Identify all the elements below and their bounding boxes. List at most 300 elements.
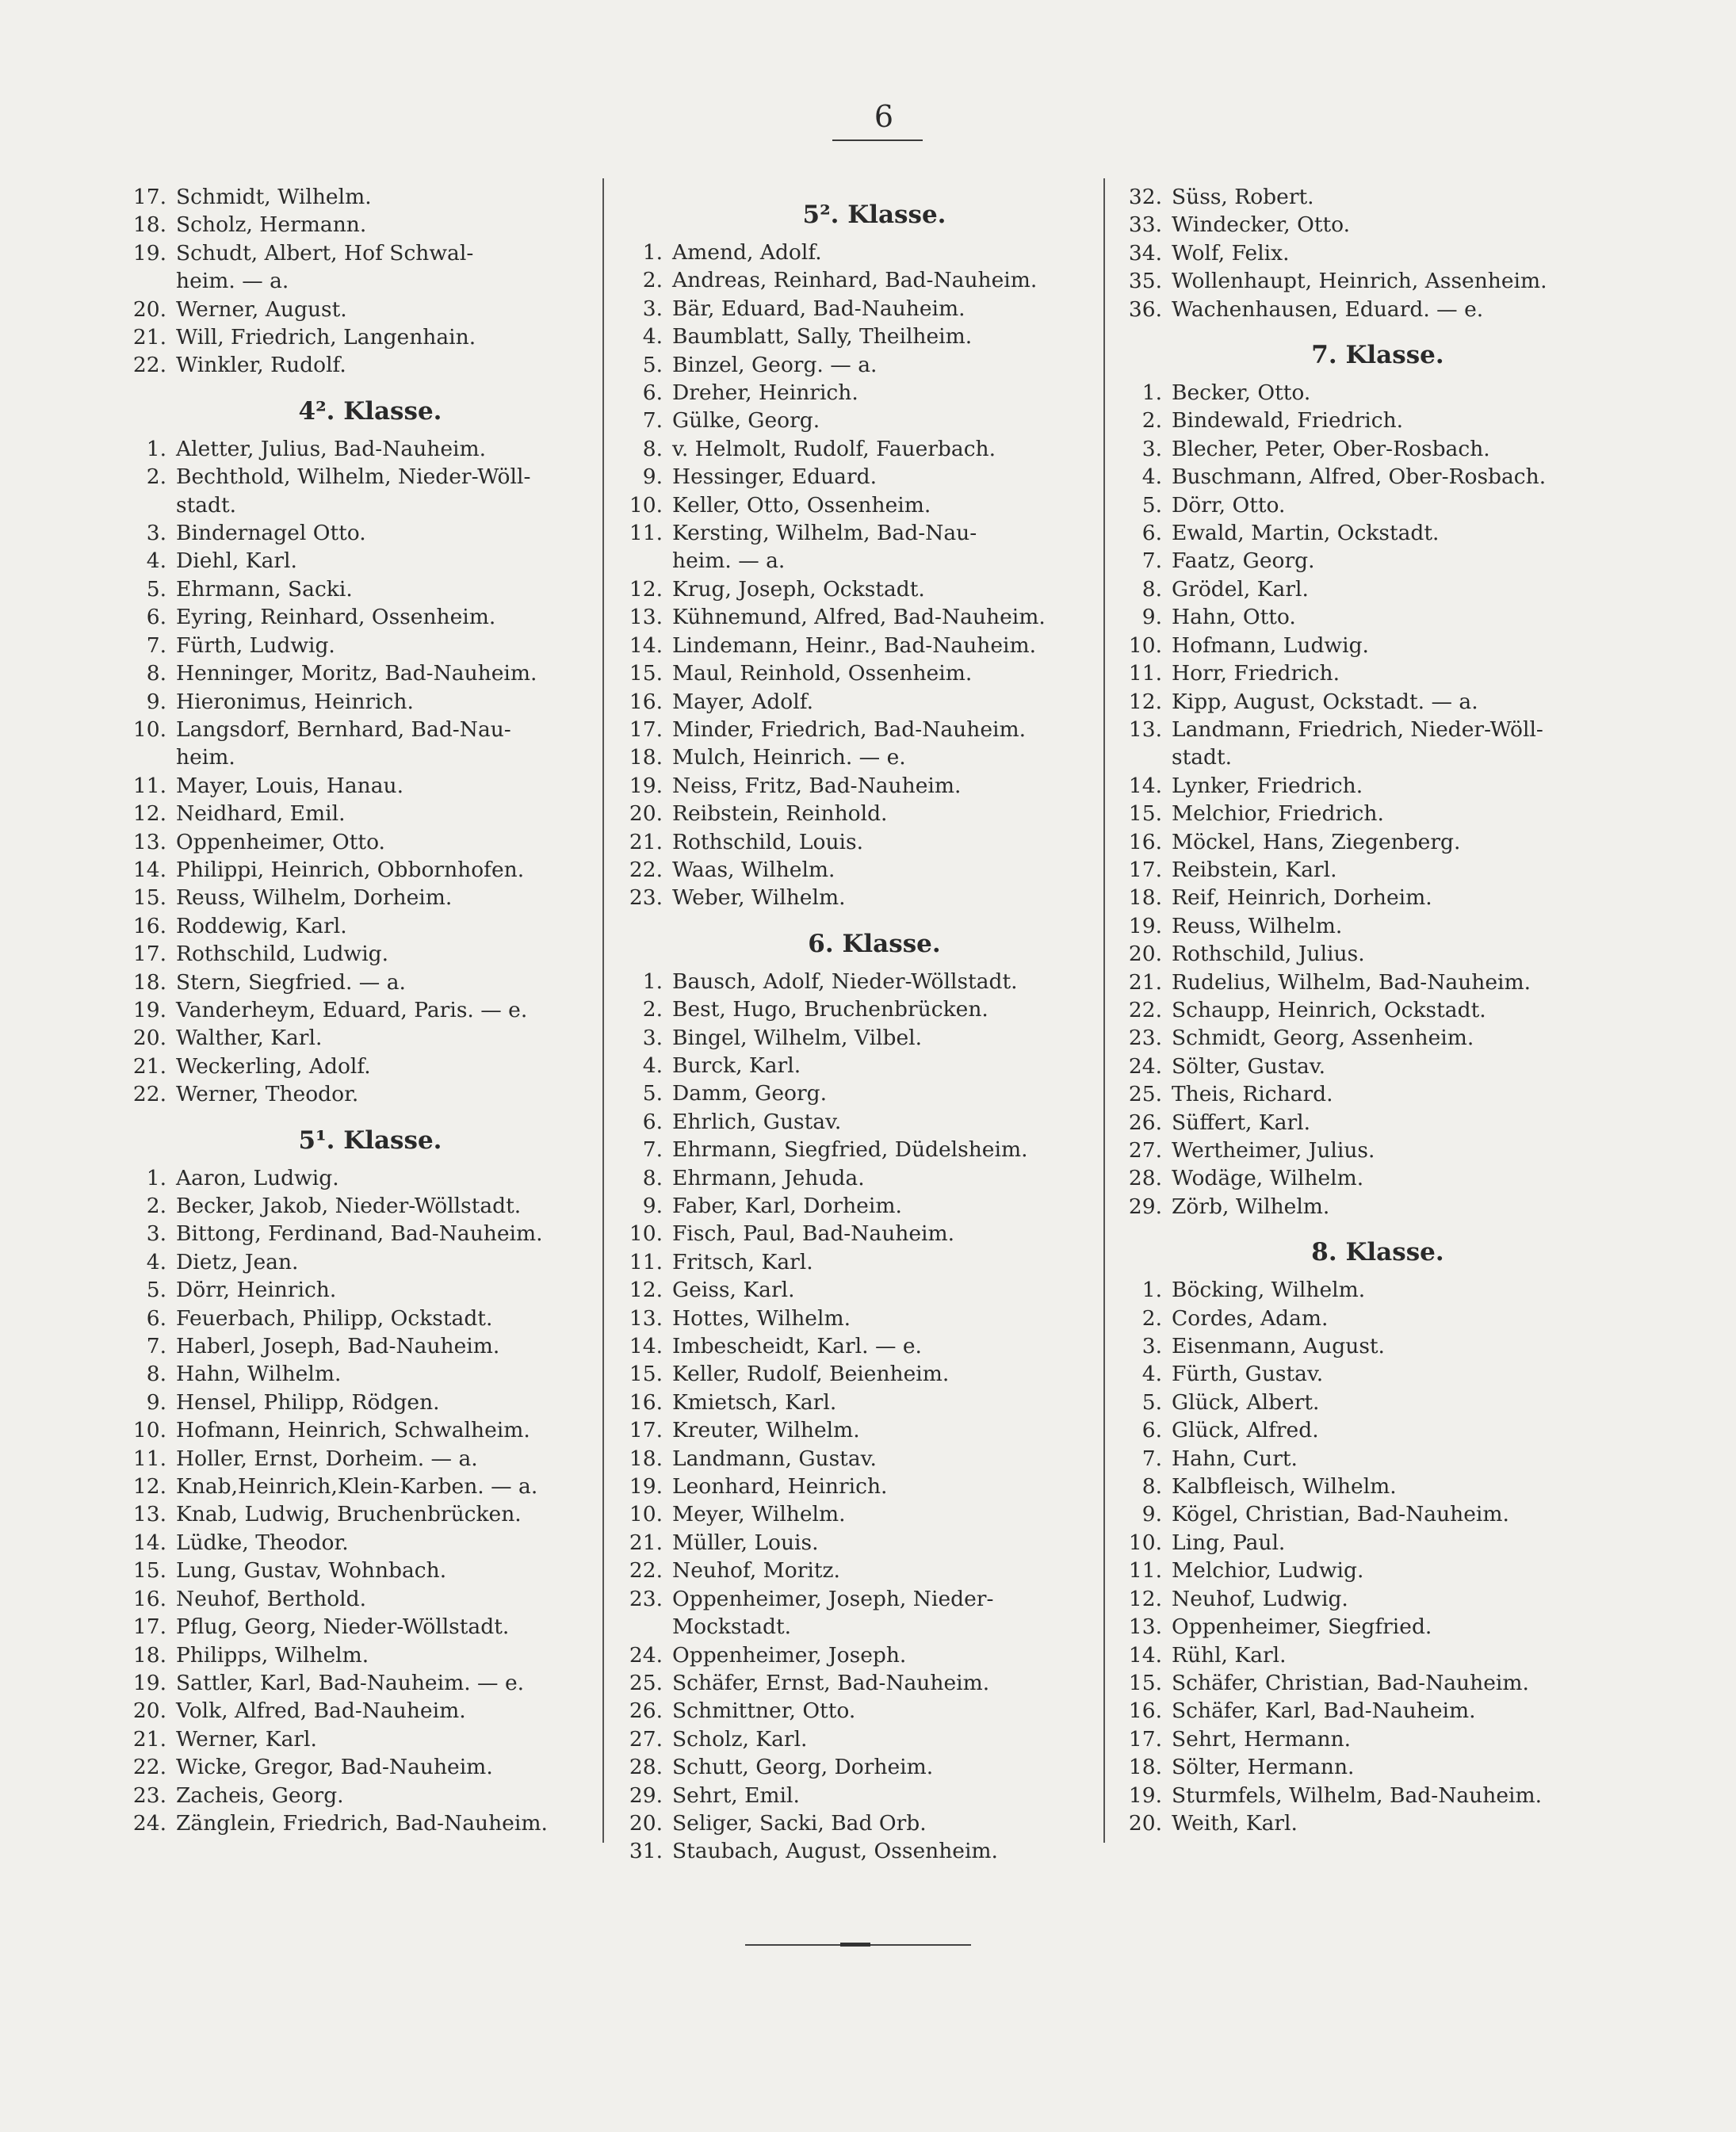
student-entry bbox=[617, 856, 1108, 884]
entry-number: 8. bbox=[1141, 1474, 1162, 1500]
student-entry bbox=[1116, 1080, 1616, 1108]
entry-number: 2. bbox=[642, 997, 663, 1022]
entry-name: Wicke, Gregor, Bad-Nauheim. bbox=[176, 1755, 493, 1780]
entry-name: Pflug, Georg, Nieder-Wöllstadt. bbox=[176, 1614, 510, 1640]
student-entry bbox=[617, 1108, 1108, 1136]
entry-number: 21. bbox=[1128, 969, 1162, 995]
entry-number: 26. bbox=[1128, 1110, 1162, 1135]
entry-name: Wolf, Felix. bbox=[1172, 240, 1290, 266]
entry-continuation: Mockstadt. bbox=[672, 1614, 792, 1640]
student-entry bbox=[120, 1220, 596, 1247]
entry-number: 5. bbox=[146, 576, 166, 602]
student-entry bbox=[1116, 1697, 1616, 1725]
student-entry bbox=[617, 800, 1108, 827]
student-entry bbox=[120, 1445, 596, 1473]
student-entry bbox=[617, 1557, 1108, 1584]
student-entry bbox=[1116, 519, 1616, 547]
student-entry bbox=[617, 828, 1108, 856]
student-entry bbox=[1116, 1332, 1616, 1360]
student-entry bbox=[1116, 772, 1616, 800]
entry-number: 7. bbox=[146, 632, 166, 658]
entry-number: 20. bbox=[1128, 942, 1162, 967]
entry-name: Ling, Paul. bbox=[1172, 1530, 1286, 1555]
student-entry bbox=[120, 1473, 596, 1500]
entry-name: Roddewig, Karl. bbox=[176, 913, 347, 938]
student-entry bbox=[1116, 688, 1616, 716]
entry-number: 13. bbox=[629, 1305, 663, 1331]
student-entry bbox=[1116, 1585, 1616, 1613]
entry-number: 20. bbox=[629, 801, 663, 827]
entry-name: Rühl, Karl. bbox=[1172, 1642, 1287, 1668]
entry-number: 7. bbox=[642, 408, 663, 434]
entry-name: Hahn, Curt. bbox=[1172, 1446, 1298, 1471]
student-entry bbox=[120, 688, 596, 716]
student-entry bbox=[1116, 940, 1616, 968]
entry-name: Fritsch, Karl. bbox=[672, 1249, 813, 1274]
entry-name: Zänglein, Friedrich, Bad-Nauheim. bbox=[176, 1810, 548, 1836]
entry-name: Reibstein, Karl. bbox=[1172, 857, 1337, 882]
student-entry bbox=[1116, 267, 1616, 295]
entry-name: Reuss, Wilhelm, Dorheim. bbox=[176, 885, 453, 911]
student-entry bbox=[617, 491, 1108, 519]
entry-number: 16. bbox=[1128, 829, 1162, 854]
student-entry bbox=[120, 296, 596, 323]
entry-continuation: stadt. bbox=[176, 492, 237, 518]
entry-number: 22. bbox=[1128, 997, 1162, 1022]
entry-number: 4. bbox=[146, 548, 166, 574]
entry-number: 1. bbox=[1141, 1278, 1162, 1303]
entry-name: Glück, Albert. bbox=[1172, 1389, 1320, 1415]
entry-name: Dörr, Otto. bbox=[1172, 492, 1286, 518]
entry-name: Lindemann, Heinr., Bad-Nauheim. bbox=[672, 632, 1037, 658]
student-entry bbox=[617, 1669, 1108, 1697]
entry-number: 6. bbox=[1141, 521, 1162, 546]
entry-number: 14. bbox=[132, 1530, 166, 1555]
student-entry bbox=[120, 575, 596, 603]
entry-number: 17. bbox=[132, 1614, 166, 1640]
entry-number: 20. bbox=[1128, 1810, 1162, 1836]
student-entry bbox=[1116, 1137, 1616, 1164]
entry-number: 15. bbox=[1128, 1670, 1162, 1695]
entry-number: 18. bbox=[132, 969, 166, 995]
entry-number: 15. bbox=[132, 1558, 166, 1584]
entry-name: Vanderheym, Eduard, Paris. — e. bbox=[176, 997, 528, 1022]
student-entry bbox=[617, 575, 1108, 603]
entry-name: Hofmann, Heinrich, Schwalheim. bbox=[176, 1418, 530, 1443]
entry-number: 5. bbox=[146, 1278, 166, 1303]
student-entry bbox=[617, 743, 1108, 771]
entry-number: 9. bbox=[1141, 1502, 1162, 1527]
student-entry bbox=[617, 884, 1108, 911]
entry-name: Leonhard, Heinrich. bbox=[672, 1474, 888, 1500]
entry-name: Hahn, Otto. bbox=[1172, 605, 1296, 630]
entry-number: 22. bbox=[629, 1558, 663, 1584]
student-entry bbox=[120, 940, 596, 968]
entry-name: Ehrmann, Sacki. bbox=[176, 576, 353, 602]
entry-name: Reuss, Wilhelm. bbox=[1172, 913, 1343, 938]
student-entry bbox=[1116, 856, 1616, 884]
entry-continuation: stadt. bbox=[1172, 745, 1233, 770]
entry-number: 36. bbox=[1128, 296, 1162, 322]
student-entry bbox=[120, 632, 596, 659]
student-entry bbox=[617, 1192, 1108, 1220]
entry-number: 2. bbox=[146, 1194, 166, 1218]
entry-number: 24. bbox=[629, 1642, 663, 1668]
student-entry bbox=[1116, 211, 1616, 239]
entry-name: Oppenheimer, Otto. bbox=[176, 829, 385, 854]
student-entry bbox=[120, 1416, 596, 1444]
entry-name: Faatz, Georg. bbox=[1172, 548, 1315, 574]
entry-number: 19. bbox=[132, 240, 166, 266]
entry-number: 8. bbox=[642, 1165, 663, 1190]
entry-number: 20. bbox=[132, 296, 166, 322]
student-entry bbox=[120, 1053, 596, 1080]
entry-number: 18. bbox=[132, 212, 166, 238]
entry-number: 19. bbox=[1128, 1782, 1162, 1808]
entry-number: 2. bbox=[642, 268, 663, 293]
student-entry bbox=[1116, 296, 1616, 323]
entry-number: 12. bbox=[1128, 689, 1162, 714]
entry-number: 24. bbox=[132, 1810, 166, 1836]
student-entry bbox=[1116, 1809, 1616, 1837]
entry-name: Landmann, Friedrich, Nieder-Wöll- bbox=[1172, 716, 1543, 742]
entry-name: Scholz, Hermann. bbox=[176, 212, 367, 238]
entry-number: 23. bbox=[629, 1586, 663, 1611]
entry-number: 25. bbox=[1128, 1082, 1162, 1107]
entry-number: 11. bbox=[629, 1249, 663, 1274]
entry-name: Faber, Karl, Dorheim. bbox=[672, 1194, 902, 1218]
student-entry bbox=[120, 351, 596, 379]
entry-name: Winkler, Rudolf. bbox=[176, 353, 346, 378]
entry-number: 18. bbox=[1128, 885, 1162, 911]
student-entry bbox=[1116, 1164, 1616, 1192]
entry-name: Keller, Otto, Ossenheim. bbox=[672, 492, 931, 518]
student-entry bbox=[617, 1445, 1108, 1473]
entry-name: Binzel, Georg. — a. bbox=[672, 352, 878, 377]
entry-number: 9. bbox=[146, 1389, 166, 1415]
entry-number: 23. bbox=[1128, 1026, 1162, 1051]
entry-number: 10. bbox=[1128, 632, 1162, 658]
entry-number: 31. bbox=[629, 1839, 663, 1864]
entry-number: 11. bbox=[1128, 1558, 1162, 1584]
entry-name: Ehrmann, Jehuda. bbox=[672, 1165, 865, 1190]
entry-number: 16. bbox=[1128, 1698, 1162, 1724]
entry-number: 21. bbox=[132, 1053, 166, 1079]
entry-number: 18. bbox=[1128, 1755, 1162, 1780]
entry-name: Kipp, August, Ockstadt. — a. bbox=[1172, 689, 1478, 714]
student-entry bbox=[617, 435, 1108, 463]
entry-number: 25. bbox=[629, 1670, 663, 1695]
entry-number: 15. bbox=[629, 661, 663, 686]
student-entry bbox=[120, 659, 596, 687]
entry-number: 8. bbox=[146, 661, 166, 686]
student-entry bbox=[120, 1613, 596, 1641]
student-entry bbox=[617, 1837, 1108, 1865]
student-entry bbox=[617, 351, 1108, 379]
entry-name: Dietz, Jean. bbox=[176, 1249, 299, 1274]
class-heading: 4². Klasse. bbox=[298, 396, 442, 426]
entry-number: 21. bbox=[132, 325, 166, 350]
entry-number: 16. bbox=[132, 1586, 166, 1611]
entry-number: 21. bbox=[629, 1530, 663, 1555]
entry-name: Sölter, Gustav. bbox=[1172, 1053, 1326, 1079]
entry-name: Dreher, Heinrich. bbox=[672, 380, 858, 406]
entry-number: 12. bbox=[629, 1278, 663, 1303]
entry-name: Staubach, August, Ossenheim. bbox=[672, 1839, 998, 1864]
entry-name: Fürth, Ludwig. bbox=[176, 632, 335, 658]
student-entry bbox=[1116, 183, 1616, 211]
entry-name: Dörr, Heinrich. bbox=[176, 1278, 337, 1303]
entry-number: 16. bbox=[132, 913, 166, 938]
entry-number: 22. bbox=[132, 353, 166, 378]
entry-name: Bindernagel Otto. bbox=[176, 521, 366, 546]
student-entry bbox=[617, 1389, 1108, 1416]
student-entry bbox=[1116, 1613, 1616, 1641]
entry-number: 17. bbox=[1128, 857, 1162, 882]
entry-number: 5. bbox=[642, 352, 663, 377]
student-entry bbox=[120, 1248, 596, 1276]
student-entry bbox=[1116, 1360, 1616, 1388]
entry-number: 1. bbox=[642, 969, 663, 994]
entry-name: Best, Hugo, Bruchenbrücken. bbox=[672, 997, 988, 1022]
entry-name: Eyring, Reinhard, Ossenheim. bbox=[176, 605, 496, 630]
entry-number: 27. bbox=[629, 1726, 663, 1752]
student-entry bbox=[1116, 1725, 1616, 1753]
student-entry bbox=[617, 407, 1108, 434]
entry-number: 17. bbox=[629, 716, 663, 742]
class-heading: 5². Klasse. bbox=[802, 201, 946, 229]
entry-number: 20. bbox=[629, 1810, 663, 1836]
student-entry bbox=[120, 1080, 596, 1108]
entry-name: Meyer, Wilhelm. bbox=[672, 1502, 846, 1527]
entry-number: 13. bbox=[1128, 1614, 1162, 1640]
entry-name: Müller, Louis. bbox=[672, 1530, 819, 1555]
student-entry bbox=[120, 969, 596, 996]
student-entry bbox=[120, 1697, 596, 1725]
entry-number: 10. bbox=[629, 1221, 663, 1247]
student-entry bbox=[120, 1753, 596, 1781]
student-entry bbox=[120, 1782, 596, 1809]
entry-number: 23. bbox=[629, 885, 663, 911]
entry-number: 17. bbox=[1128, 1726, 1162, 1752]
entry-number: 14. bbox=[629, 1334, 663, 1359]
entry-name: Andreas, Reinhard, Bad-Nauheim. bbox=[672, 268, 1038, 293]
entry-continuation: heim. — a. bbox=[672, 548, 786, 574]
entry-name: Kögel, Christian, Bad-Nauheim. bbox=[1172, 1502, 1509, 1527]
entry-number: 34. bbox=[1128, 240, 1162, 266]
entry-name: Volk, Alfred, Bad-Nauheim. bbox=[176, 1698, 466, 1724]
entry-name: Kreuter, Wilhelm. bbox=[672, 1418, 860, 1443]
entry-name: Bindewald, Friedrich. bbox=[1172, 408, 1404, 434]
student-entry bbox=[120, 1725, 596, 1753]
entry-name: Hensel, Philipp, Rödgen. bbox=[176, 1389, 440, 1415]
entry-name: Wertheimer, Julius. bbox=[1172, 1138, 1375, 1163]
entry-name: Bingel, Wilhelm, Vilbel. bbox=[672, 1025, 923, 1050]
entry-number: 12. bbox=[132, 801, 166, 827]
entry-name: Reibstein, Reinhold. bbox=[672, 801, 888, 827]
column-left bbox=[120, 183, 596, 1837]
entry-name: Minder, Friedrich, Bad-Nauheim. bbox=[672, 716, 1027, 742]
student-entry bbox=[1116, 1276, 1616, 1304]
entry-name: Weckerling, Adolf. bbox=[176, 1053, 371, 1079]
entry-name: Cordes, Adam. bbox=[1172, 1305, 1329, 1331]
entry-number: 2. bbox=[1141, 1305, 1162, 1331]
entry-name: Süss, Robert. bbox=[1172, 185, 1314, 209]
entry-name: Will, Friedrich, Langenhain. bbox=[176, 325, 476, 350]
student-entry bbox=[1116, 1669, 1616, 1697]
entry-number: 11. bbox=[629, 521, 663, 546]
entry-number: 13. bbox=[1128, 716, 1162, 742]
entry-name: Oppenheimer, Siegfried. bbox=[1172, 1614, 1432, 1640]
student-entry bbox=[617, 772, 1108, 800]
entry-number: 14. bbox=[629, 632, 663, 658]
entry-number: 24. bbox=[1128, 1053, 1162, 1079]
student-entry bbox=[1116, 884, 1616, 911]
page-number: 6 bbox=[874, 99, 894, 134]
entry-name: Schudt, Albert, Hof Schwal- bbox=[176, 240, 474, 266]
student-entry bbox=[1116, 491, 1616, 519]
entry-name: Schaupp, Heinrich, Ockstadt. bbox=[1172, 997, 1486, 1022]
entry-name: Hahn, Wilhelm. bbox=[176, 1362, 342, 1387]
entry-name: Sölter, Hermann. bbox=[1172, 1755, 1355, 1780]
entry-name: Scholz, Karl. bbox=[672, 1726, 808, 1752]
student-entry bbox=[120, 435, 596, 463]
entry-name: Knab, Ludwig, Bruchenbrücken. bbox=[176, 1502, 522, 1527]
entry-number: 5. bbox=[642, 1081, 663, 1106]
entry-name: Burck, Karl. bbox=[672, 1053, 801, 1078]
entry-number: 6. bbox=[642, 1109, 663, 1134]
entry-name: Lüdke, Theodor. bbox=[176, 1530, 349, 1555]
student-entry bbox=[120, 996, 596, 1024]
entry-name: Henninger, Moritz, Bad-Nauheim. bbox=[176, 661, 537, 686]
entry-number: 33. bbox=[1128, 212, 1162, 238]
entry-name: Bechthold, Wilhelm, Nieder-Wöll- bbox=[176, 464, 531, 490]
entry-number: 13. bbox=[132, 829, 166, 854]
entry-name: Neidhard, Emil. bbox=[176, 801, 346, 827]
student-entry bbox=[120, 1641, 596, 1669]
student-entry bbox=[1116, 463, 1616, 491]
entry-name: Knab,Heinrich,Klein-Karben. — a. bbox=[176, 1474, 538, 1500]
student-entry bbox=[1116, 1193, 1616, 1221]
entry-name: Kersting, Wilhelm, Bad-Nau- bbox=[672, 521, 977, 546]
entry-name: Kalbfleisch, Wilhelm. bbox=[1172, 1474, 1397, 1500]
entry-name: Maul, Reinhold, Ossenheim. bbox=[672, 661, 973, 686]
entry-number: 15. bbox=[1128, 801, 1162, 827]
student-entry bbox=[617, 379, 1108, 407]
entry-number: 3. bbox=[1141, 1334, 1162, 1359]
entry-number: 5. bbox=[1141, 492, 1162, 518]
entry-name: Lung, Gustav, Wohnbach. bbox=[176, 1558, 447, 1584]
entry-name: Wollenhaupt, Heinrich, Assenheim. bbox=[1172, 269, 1547, 294]
entry-number: 19. bbox=[629, 1474, 663, 1500]
student-entry bbox=[1116, 828, 1616, 856]
student-entry bbox=[617, 266, 1108, 294]
entry-number: 10. bbox=[629, 1502, 663, 1527]
student-entry bbox=[617, 688, 1108, 716]
entry-number: 29. bbox=[1128, 1194, 1162, 1219]
entry-name: Sturmfels, Wilhelm, Bad-Nauheim. bbox=[1172, 1782, 1543, 1808]
student-entry bbox=[1116, 659, 1616, 687]
student-entry bbox=[1116, 1557, 1616, 1584]
entry-number: 28. bbox=[629, 1755, 663, 1780]
entry-number: 16. bbox=[629, 1389, 663, 1415]
entry-number: 6. bbox=[146, 1305, 166, 1331]
entry-number: 32. bbox=[1128, 185, 1162, 209]
entry-number: 4. bbox=[642, 324, 663, 350]
entry-number: 1. bbox=[146, 436, 166, 461]
entry-number: 6. bbox=[146, 605, 166, 630]
student-entry bbox=[617, 1360, 1108, 1388]
entry-name: Aletter, Julius, Bad-Nauheim. bbox=[176, 436, 487, 461]
student-entry bbox=[1116, 1529, 1616, 1557]
entry-number: 17. bbox=[132, 185, 166, 209]
entry-number: 28. bbox=[1128, 1166, 1162, 1191]
student-entry bbox=[617, 323, 1108, 350]
student-entry bbox=[1116, 575, 1616, 603]
entry-number: 9. bbox=[642, 464, 663, 490]
entry-name: Lynker, Friedrich. bbox=[1172, 773, 1363, 798]
entry-name: Philippi, Heinrich, Obbornhofen. bbox=[176, 857, 525, 882]
entry-name: Gülke, Georg. bbox=[672, 408, 820, 434]
entry-name: Becker, Otto. bbox=[1172, 380, 1311, 406]
entry-name: Mayer, Louis, Hanau. bbox=[176, 773, 403, 798]
student-entry bbox=[120, 603, 596, 631]
entry-name: Amend, Adolf. bbox=[672, 240, 822, 265]
entry-number: 1. bbox=[642, 240, 663, 265]
entry-number: 29. bbox=[629, 1782, 663, 1808]
entry-number: 27. bbox=[1128, 1138, 1162, 1163]
student-entry bbox=[617, 1473, 1108, 1500]
entry-name: Böcking, Wilhelm. bbox=[1172, 1278, 1366, 1303]
class-heading: 7. Klasse. bbox=[1311, 341, 1444, 370]
entry-name: Becker, Jakob, Nieder-Wöllstadt. bbox=[176, 1194, 522, 1218]
entry-number: 23. bbox=[132, 1782, 166, 1808]
entry-name: Neiss, Fritz, Bad-Nauheim. bbox=[672, 773, 962, 798]
student-entry bbox=[120, 772, 596, 800]
entry-number: 5. bbox=[1141, 1389, 1162, 1415]
entry-name: Hessinger, Eduard. bbox=[672, 464, 878, 490]
student-entry bbox=[120, 547, 596, 575]
entry-number: 3. bbox=[146, 521, 166, 546]
entry-name: Schmidt, Georg, Assenheim. bbox=[1172, 1026, 1474, 1051]
entry-name: Walther, Karl. bbox=[176, 1026, 323, 1051]
entry-name: Neuhof, Berthold. bbox=[176, 1586, 367, 1611]
student-entry bbox=[617, 1136, 1108, 1163]
student-entry bbox=[1116, 603, 1616, 631]
student-entry bbox=[1116, 239, 1616, 267]
entry-name: Weber, Wilhelm. bbox=[672, 885, 846, 911]
entry-name: Horr, Friedrich. bbox=[1172, 661, 1340, 686]
entry-number: 20. bbox=[132, 1698, 166, 1724]
entry-number: 11. bbox=[132, 773, 166, 798]
entry-number: 22. bbox=[132, 1755, 166, 1780]
class-heading: 6. Klasse. bbox=[808, 929, 941, 958]
entry-name: Baumblatt, Sally, Theilheim. bbox=[672, 324, 973, 350]
student-entry bbox=[120, 1276, 596, 1304]
student-entry bbox=[120, 1305, 596, 1332]
entry-number: 15. bbox=[629, 1362, 663, 1387]
student-entry bbox=[1116, 716, 1616, 772]
student-entry bbox=[617, 1164, 1108, 1192]
entry-number: 6. bbox=[642, 380, 663, 406]
student-entry bbox=[1116, 1753, 1616, 1781]
entry-number: 22. bbox=[629, 857, 663, 882]
entry-number: 2. bbox=[146, 464, 166, 490]
entry-number: 17. bbox=[629, 1418, 663, 1443]
entry-number: 4. bbox=[1141, 1362, 1162, 1387]
student-entry bbox=[617, 1725, 1108, 1753]
entry-number: 1. bbox=[1141, 380, 1162, 406]
